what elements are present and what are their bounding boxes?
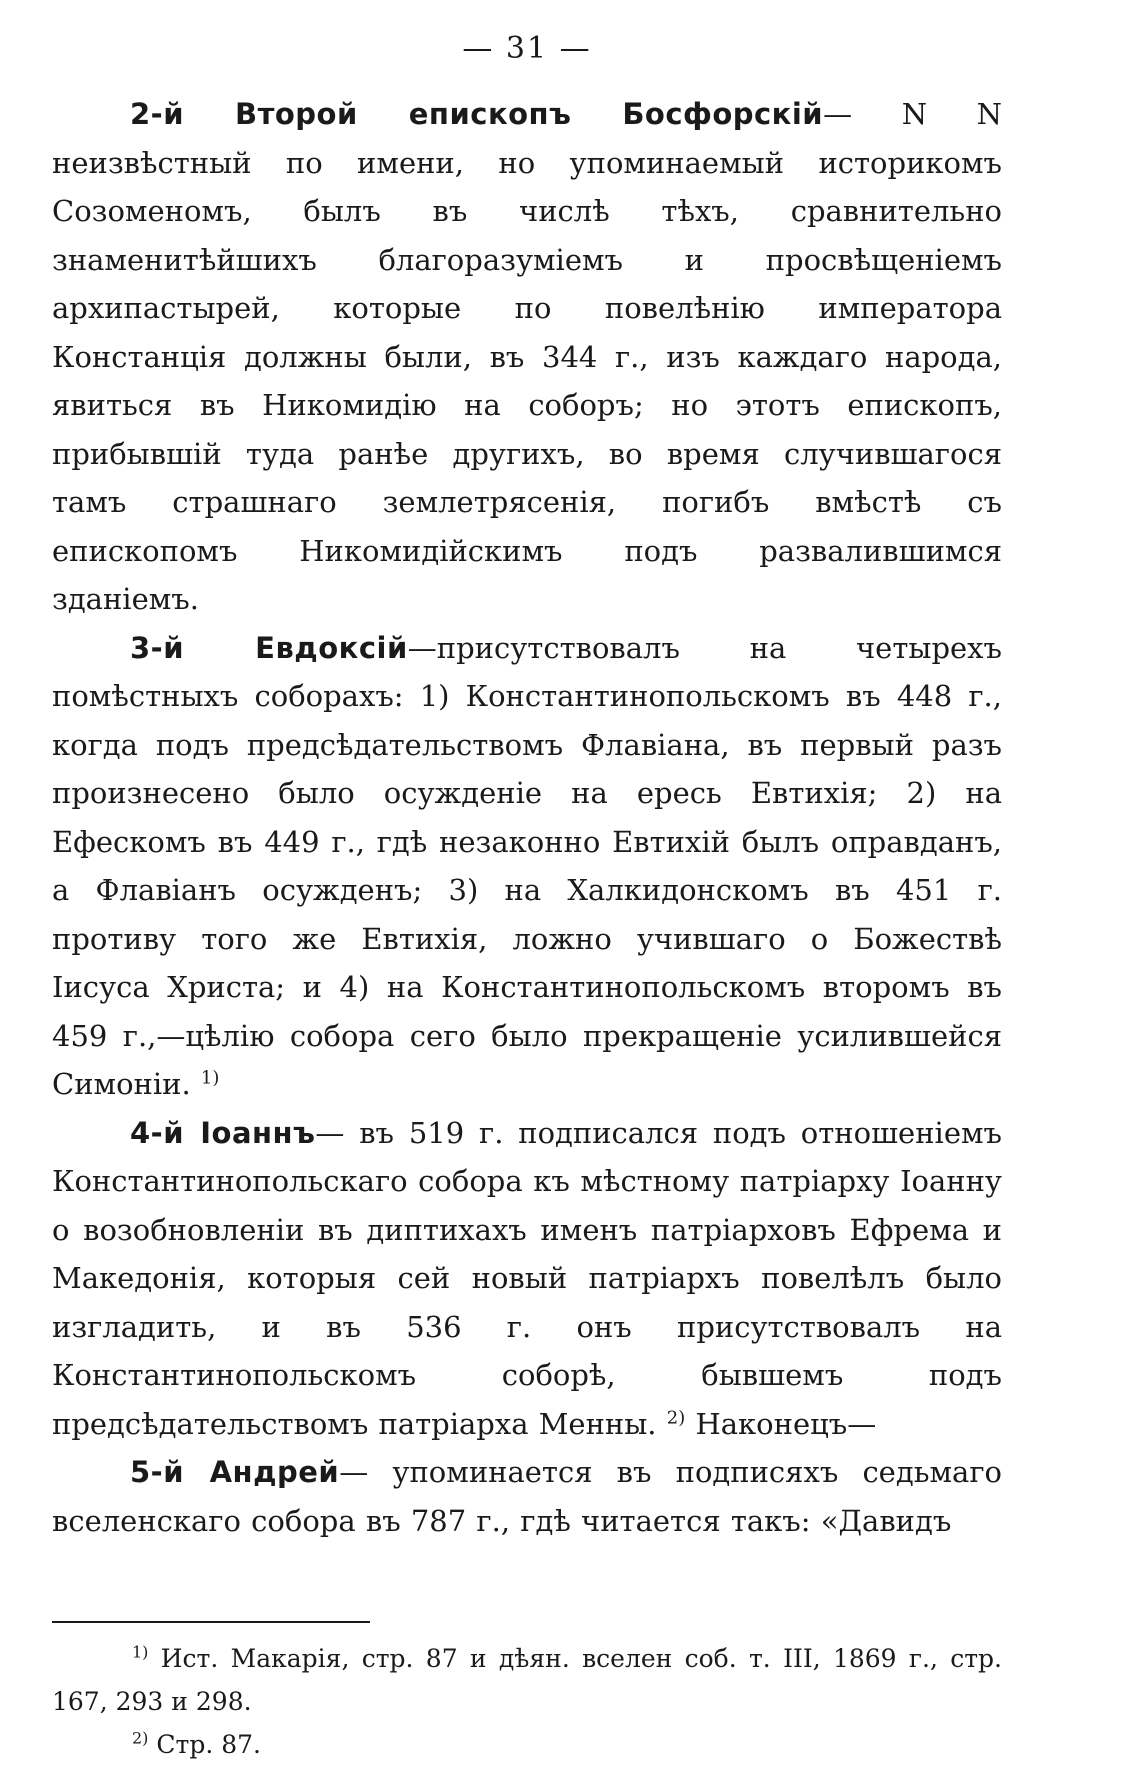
footnote-mark: 1): [132, 1642, 149, 1662]
footnote-divider: [52, 1621, 370, 1623]
paragraph-bishop-3: [52, 624, 1002, 1109]
footnote-text: Ист. Макарія, стр. 87 и дѣян. вселен соб. т. III, 1869 г., стр. 167, 293 и 298.: [52, 1644, 1002, 1716]
paragraph-text: — N N неизвѣстный по имени, но упоминаемый историкомъ Созоменомъ, былъ въ числѣ тѣхъ, сравнительно знаменитѣйшихъ благоразуміемъ и просвѣщеніемъ архипастырей, которые по повелѣнію императора Констанція должны были, въ 344 г., изъ каждаго народа, явиться въ Никомидію на соборъ; но этотъ епископъ, прибывшій туда ранѣе другихъ, во время случившагося тамъ страшнаго землетрясенія, погибъ вмѣстѣ съ епископомъ Никомидійскимъ подъ развалившимся зданіемъ.: [52, 97, 1003, 616]
footnotes: [52, 1637, 1002, 1766]
page-number: — 31 —: [462, 31, 592, 66]
footnote-text: Стр. 87.: [148, 1730, 261, 1759]
paragraph-lead: 2-й Второй епископъ Босфорскій: [130, 97, 824, 131]
paragraph-lead: 5-й Андрей: [130, 1455, 340, 1489]
paragraph-bishop-5: [52, 1448, 1002, 1545]
paragraph-lead: 4-й Іоаннъ: [130, 1115, 316, 1150]
footnote-reference: 1): [200, 1067, 220, 1089]
footnote-reference: 2): [666, 1406, 686, 1428]
paragraph-text: —присутствовалъ на четырехъ помѣстныхъ соборахъ: 1) Константинопольскомъ въ 448 г., когда подъ предсѣдательствомъ Флавіана, въ первый разъ произнесено было осужденіе на ересь Евтихія; 2) на Ефескомъ въ 449 г., гдѣ незаконно Евтихій былъ оправданъ, а Флавіанъ осужденъ; 3) на Халкидонскомъ въ 451 г. противу того же Евтихія, ложно учившаго о Божествѣ Іисуса Христа; и 4) на Константинопольскомъ второмъ въ 459 г.,—цѣлію собора сего было прекращеніе усилившейся Симоніи.: [52, 630, 1002, 1101]
footnote: [52, 1723, 1002, 1766]
paragraph-text: — въ 519 г. подписался подъ отношеніемъ Константинопольскаго собора къ мѣстному патріарху Іоанну о возобновленіи въ диптихахъ именъ патріарховъ Ефрема и Македонія, которыя сей новый патріархъ повелѣлъ было изгладить, и въ 536 г. онъ присутствовалъ на Константинопольскомъ соборѣ, бывшемъ подъ предсѣдательствомъ патріарха Менны.: [52, 1115, 1002, 1441]
paragraph-lead: 3-й Евдоксій: [130, 630, 408, 665]
book-page: [52, 28, 1002, 1766]
paragraph-text: — упоминается въ подписяхъ седьмаго вселенскаго собора въ 787 г., гдѣ читается такъ: «Давидъ: [52, 1455, 1002, 1538]
paragraph-tail: Наконецъ—: [685, 1406, 877, 1441]
footnote: [52, 1637, 1002, 1723]
paragraph-bishop-2: [52, 90, 1002, 624]
footnote-mark: 2): [132, 1728, 149, 1748]
paragraph-bishop-4: [52, 1109, 1002, 1449]
